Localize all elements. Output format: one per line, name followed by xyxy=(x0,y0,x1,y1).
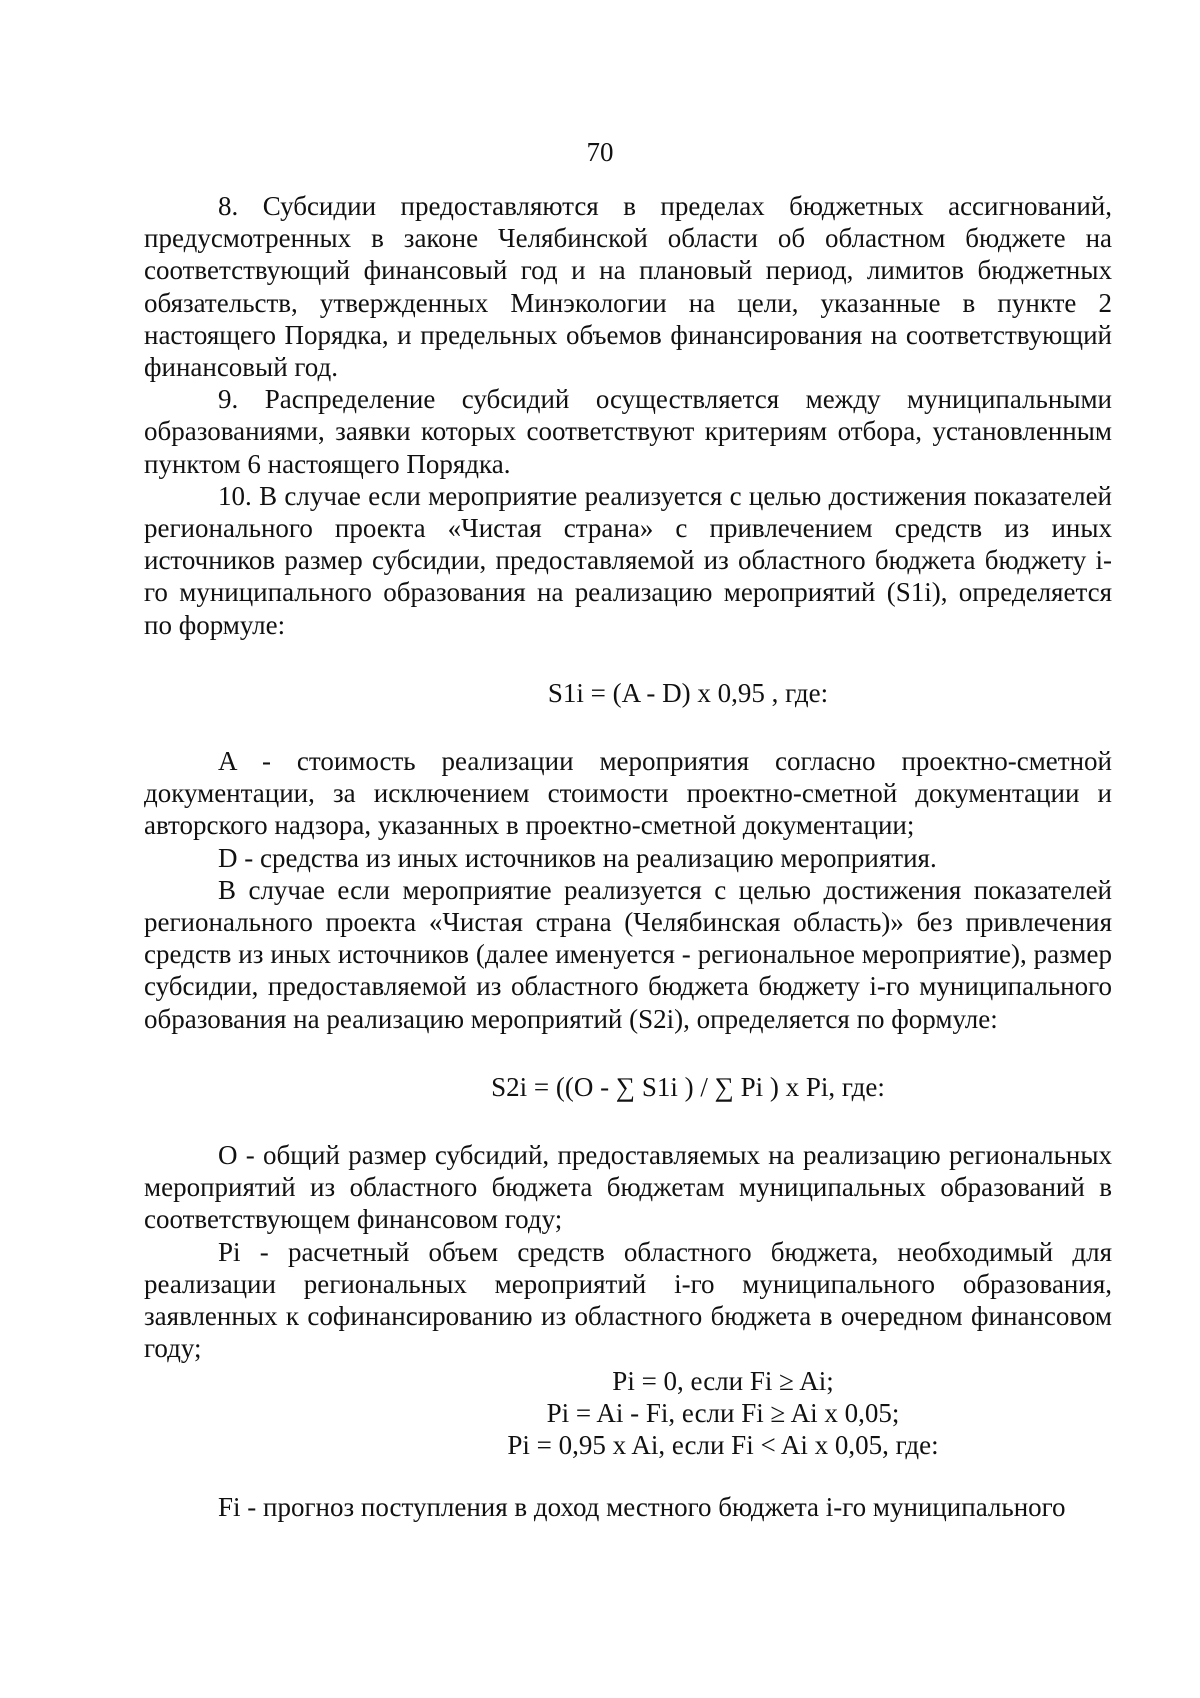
paragraph-8: 8. Субсидии предоставляются в пределах бюджетных ассигнований, предусмотренных в законе Челябинской области об областном бюджете на соответствующий финансовый год и на плановый период, лимитов бюджетных обязательств, утвержденных Минэкологии на цели, указанные в пункте 2 настоящего Порядка, и предельных объемов финансирования на соответствующий финансовый год. xyxy=(144,191,1112,383)
paragraph-9: 9. Распределение субсидий осуществляется между муниципальными образованиями, заявки которых соответствуют критериям отбора, установленным пунктом 6 настоящего Порядка. xyxy=(144,384,1112,479)
definition-pi: Pi - расчетный объем средств областного бюджета, необходимый для реализации региональных мероприятий i-го муниципального образования, заявленных к софинансированию из областного бюджета в очередном финансовом году; xyxy=(144,1236,1112,1364)
definition-a: A - стоимость реализации мероприятия согласно проектно-сметной документации, за исключением стоимости проектно-сметной документации и авторского надзора, указанных в проектно-сметной документации; xyxy=(144,746,1112,841)
definition-fi: Fi - прогноз поступления в доход местного бюджета i-го муниципального xyxy=(218,1492,1066,1523)
pi-formula-line: Pi = 0,95 x Ai, если Fi < Ai x 0,05, где: xyxy=(507,1429,939,1460)
paragraph-10: 10. В случае если мероприятие реализуется с целью достижения показателей регионального проекта «Чистая страна» с привлечением средств из иных источников размер субсидии, предоставляемой из областного бюджета бюджету i-го муниципального образования на реализацию мероприятий (S1i), определяется по формуле: xyxy=(144,480,1112,640)
formula-s2i: S2i = ((O - ∑ S1i ) / ∑ Pi ) x Pi, где: xyxy=(491,1071,885,1102)
pi-formula-line: Pi = 0, если Fi ≥ Ai; xyxy=(612,1365,834,1396)
pi-formula-line: Pi = Ai - Fi, если Fi ≥ Ai x 0,05; xyxy=(546,1397,900,1428)
paragraph-regional: В случае если мероприятие реализуется с целью достижения показателей регионального проекта «Чистая страна (Челябинская область)» без привлечения средств из иных источников (далее именуется - региональное мероприятие), размер субсидии, предоставляемой из областного бюджета бюджету i-го муниципального образования на реализацию мероприятий (S2i), определяется по формуле: xyxy=(144,874,1112,1034)
definition-d: D - средства из иных источников на реализацию мероприятия. xyxy=(218,842,937,873)
formula-s1i: S1i = (A - D) x 0,95 , где: xyxy=(547,677,829,708)
pi-formula-block xyxy=(144,1365,1112,1462)
definition-o: O - общий размер субсидий, предоставляемых на реализацию региональных мероприятий из областного бюджета бюджетам муниципальных образований в соответствующем финансовом году; xyxy=(144,1140,1112,1235)
document-body xyxy=(144,190,1112,1523)
page-number: 70 xyxy=(586,137,614,167)
